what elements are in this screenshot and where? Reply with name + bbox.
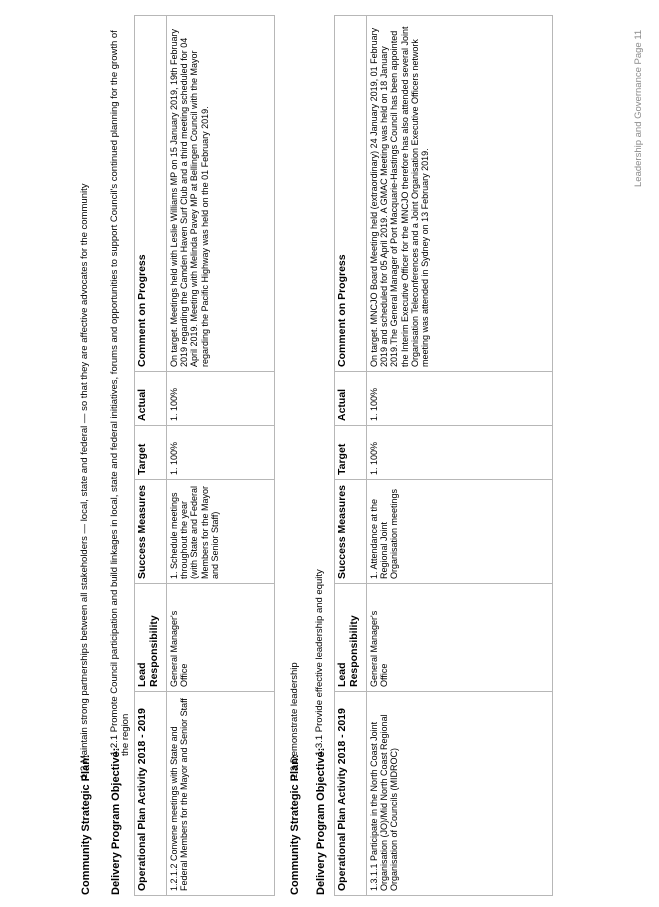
table-row <box>367 16 553 896</box>
table-row <box>167 16 275 896</box>
cell-measures: 1. Attendance at the Regional Joint Organisation meetings <box>367 480 553 584</box>
community-strategic-plan-label: Community Strategic Plan: <box>80 754 92 895</box>
cell-actual: 1. 100% <box>367 372 553 426</box>
header-lead: Lead Responsibility <box>335 584 367 692</box>
cell-lead: General Manager's Office <box>367 584 553 692</box>
header-measures: Success Measures <box>335 480 367 584</box>
table-header-row <box>335 16 367 896</box>
operational-plan-table-1 <box>134 15 275 896</box>
header-actual: Actual <box>135 372 167 426</box>
header-activity: Operational Plan Activity 2018 - 2019 <box>135 692 167 896</box>
operational-plan-table-2 <box>334 15 553 896</box>
cell-comment: On target. Meetings held with Leslie Williams MP on 15 January 2019, 19th February 2019 regarding the Camden Haven Surf Club and a third meeting scheduled for 04 April 2019. Meeting with Melinda Pavey MP at Bellingen Council with the Mayor regarding the Pacific Highway was held on the 01 February 2019. <box>167 16 275 372</box>
header-comment: Comment on Progress <box>335 16 367 372</box>
cell-actual: 1. 100% <box>167 372 275 426</box>
community-strategic-plan-text: 1.2 Maintain strong partnerships between all stakeholders — local, state and federal — so that they are affective advocates for the community <box>79 183 90 779</box>
header-activity: Operational Plan Activity 2018 - 2019 <box>335 692 367 896</box>
community-strategic-plan-text-2: 1.3 Demonstrate leadership <box>289 662 300 779</box>
delivery-program-objective-text: 1.2.1 Promote Council participation and build linkages in local, state and federal initiatives, forums and opportunities to support Council's continued planning for the growth of the region <box>109 30 131 756</box>
delivery-program-objective-text-2: 1.3.1 Provide effective leadership and equity <box>314 569 325 756</box>
cell-activity: 1.2.1.2 Convene meetings with State and Federal Members for the Mayor and Senior Staff <box>167 692 275 896</box>
page-footer: Leadership and Governance Page 11 <box>633 29 644 187</box>
header-target: Target <box>335 426 367 480</box>
header-target: Target <box>135 426 167 480</box>
cell-activity: 1.3.1.1 Participate in the North Coast Joint Organisation (JO)/Mid North Coast Regional Organisation of Councils (MIDROC) <box>367 692 553 896</box>
cell-measures: 1. Schedule meetings throughout the year (with State and Federal Members for the Mayor and Senior Staff) <box>167 480 275 584</box>
community-strategic-plan-label-2: Community Strategic Plan: <box>289 754 301 895</box>
delivery-program-objective-label: Delivery Program Objective: <box>110 747 122 895</box>
header-actual: Actual <box>335 372 367 426</box>
cell-target: 1. 100% <box>367 426 553 480</box>
header-comment: Comment on Progress <box>135 16 167 372</box>
cell-lead: General Manager's Office <box>167 584 275 692</box>
table-header-row <box>135 16 167 896</box>
cell-target: 1. 100% <box>167 426 275 480</box>
header-measures: Success Measures <box>135 480 167 584</box>
cell-comment: On target. MNCJO Board Meeting held (extraordinary) 24 January 2019, 01 February 2019 and scheduled for 05 April 2019. A GMAC Meeting was held on 18 January 2019.The General Manager of Port Macquarie-Hastings Council has been appointed the Interim Executive Officer for the MNCJO therefore has also attended several Joint Organisation Teleconferences and a Joint Organisation Executive Officers network meeting was attended in Sydney on 13 February 2019. <box>367 16 553 372</box>
header-lead: Lead Responsibility <box>135 584 167 692</box>
delivery-program-objective-label-2: Delivery Program Objective: <box>315 747 327 895</box>
